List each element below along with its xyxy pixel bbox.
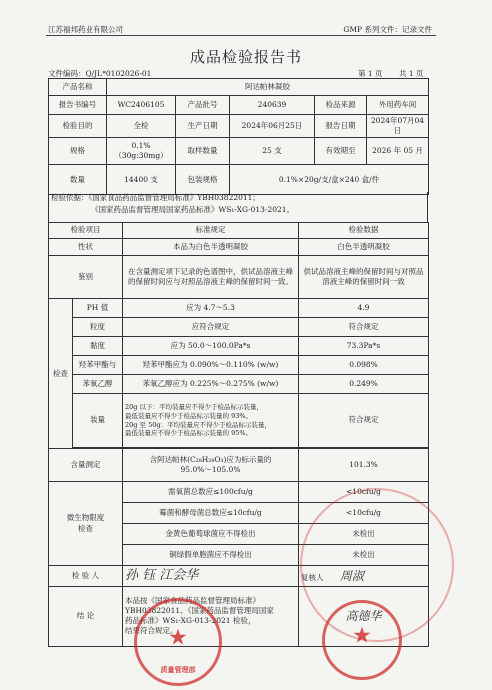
ph-data: 4.9 [299,299,429,318]
series-header: GMP 系列文件：记录文件 [343,25,432,34]
assay-std [123,449,299,482]
section-check-label [49,299,73,449]
inspector-label: 检 验 人 [49,566,123,587]
assay-std-line-1: 含阿达帕林(C₂₈H₂₈O₃)应为标示量的 [149,454,272,464]
conclusion-line-2: YBH03822011、《国家药品监督管理局国家 [125,605,274,615]
fill-std-line-3: 20g 至 50g：平均装量应不得少于检品标示装量， [125,420,271,429]
inspector-signature: 孙 钰 江会华 [125,568,199,583]
product-name-label: 产品名称 [49,79,107,96]
prod-date-label: 生产日期 [176,115,230,138]
product-name-value: 阿达帕林凝胶 [107,79,429,96]
report-no-value: WC2406105 [107,96,176,115]
batch-value: 240639 [230,96,315,115]
granularity-item: 粒度 [73,318,123,337]
col-item-header: 检验项目 [49,223,123,239]
qa-stamp-left [134,598,222,686]
stamp-star-icon: ★ [168,625,188,651]
paraben-data: 0.098% [299,356,429,375]
mold-data: <10cfu/g [299,503,429,524]
viscosity-item: 黏度 [73,337,123,356]
staph-data: 未检出 [299,524,429,545]
spec-label: 规格 [49,138,107,165]
header-rule [46,35,436,36]
section-check-text: 检查 [53,369,68,378]
pack-value: 0.1%×20g/支/盒×240 盒/件 [230,165,429,195]
pseudo-data: 未检出 [299,545,429,566]
mold-std: 霉菌和酵母菌总数应≤10cfu/g [123,503,299,524]
appearance-std: 本品为白色半透明凝胶 [123,239,299,256]
inspector-signature-cell [123,566,299,587]
spec-line-1: 0.1% [131,141,151,151]
page-total: 共 1 页 [398,69,424,78]
paraben-item: 羟苯甲酯与 [73,356,123,375]
fill-std [123,394,299,448]
report-date-value: 2024年07月04日 [367,115,429,138]
spec-value [107,138,176,165]
purpose-value: 全检 [107,115,176,138]
appearance-item: 性状 [49,239,123,256]
fill-item: 装量 [73,394,123,448]
source-value: 外用药车间 [367,96,429,115]
expiry-value: 2026 年 05 月 [367,138,429,165]
viscosity-data: 73.3Pa*s [299,337,429,356]
fill-std-line-1: 20g 以下：平均装量应不得少于检品标示装量， [125,402,263,411]
conclusion-line-1: 本品按《国家食品药品监督管理局标准》 [125,595,260,605]
basis-line-1: 检验依据：《国家食品药品监督管理局标准》YBH03822011； [51,193,260,202]
conclusion-signature: 高德华 [345,608,382,623]
micro-item-line-1: 微生物限度 [66,513,105,523]
sample-qty-label: 取样数量 [176,138,230,165]
viscosity-std: 应为 50.0～100.0Pa*s [123,337,299,356]
conclusion-line-4: 结果符合规定。 [125,626,178,636]
prod-date-value: 2024年06月25日 [230,115,315,138]
identification-data: 供试品溶液主峰的保留时间与对照品溶液主峰的保留时间一致 [299,256,429,299]
test-basis [48,192,428,222]
pseudo-std: 铜绿假单胞菌应不得检出 [123,545,299,566]
qa-stamp-large [300,488,454,642]
reviewer-label: 复核人 [301,572,324,582]
granularity-data: 符合规定 [299,318,429,337]
col-std-header: 标准规定 [123,223,299,239]
ph-std: 应为 4.7～5.3 [123,299,299,318]
conclusion-label: 结 论 [49,586,123,646]
staph-std: 金黄色葡萄球菌应不得检出 [123,524,299,545]
col-data-header: 检验数据 [299,223,429,239]
fill-data: 符合规定 [299,394,429,448]
phenoxy-item: 苯氧乙醇 [73,375,123,394]
qty-value: 14400 支 [107,165,176,195]
conclusion-line-3: 药品标准》WS₁-XG-013-2021 检验， [125,616,256,626]
pack-label: 包装规格 [176,165,230,195]
assay-item: 含量测定 [49,449,123,482]
report-date-label: 报告日期 [315,115,367,138]
company-header: 江苏福邦药业有限公司 [48,25,123,34]
phenoxy-std: 苯氧乙醇应为 0.225%～0.275% (w/w) [123,375,299,394]
stamp-star-icon: ★ [352,623,372,649]
appearance-data: 白色半透明凝胶 [299,239,429,256]
identification-item: 鉴别 [49,256,123,299]
report-title: 成品检验报告书 [189,48,302,66]
aerobic-std: 需氧菌总数应≤100cfu/g [123,482,299,503]
assay-std-line-2: 95.0%～105.0% [180,465,241,474]
report-no-label: 报告书编号 [49,96,107,115]
identification-std: 在含量测定项下记录的色谱图中，供试品溶液主峰的保留时间应与对照品溶液主峰的保留时间一致。 [123,256,299,299]
expiry-label: 有效期至 [315,138,367,165]
spec-line-2: （30g:30mg） [114,151,168,161]
sample-qty-value: 25 支 [230,138,315,165]
fill-std-line-4: 最低装量应不得少于检品标示装量的 95%。 [125,429,253,438]
reviewer-signature: 周淑 [339,568,364,583]
fill-std-line-2: 最低装量应不得少于检品标示装量的 93%。 [125,411,253,420]
file-number: 文件编码：Q/JL*0102026-01 [48,69,152,78]
stamp-left-text: 质量管理部 [160,665,196,674]
paraben-std: 羟苯甲酯应为 0.090%～0.110% (w/w) [123,356,299,375]
product-info-table [48,78,429,195]
page-current: 第 1 页 [358,69,383,78]
micro-item-line-2: 检查 [78,523,93,533]
purpose-label: 检验目的 [49,115,107,138]
basis-line-2: 《国家药品监督管理局国家药品标准》WS₁-XG-013-2021。 [91,204,295,214]
assay-data: 101.3% [299,449,429,482]
qty-label: 数量 [49,165,107,195]
granularity-std: 应符合规定 [123,318,299,337]
ph-item: PH 值 [73,299,123,318]
micro-item [49,482,123,566]
phenoxy-data: 0.249% [299,375,429,394]
batch-label: 产品批号 [176,96,230,115]
aerobic-data: <10cfu/g [299,482,429,503]
source-label: 检品来源 [315,96,367,115]
